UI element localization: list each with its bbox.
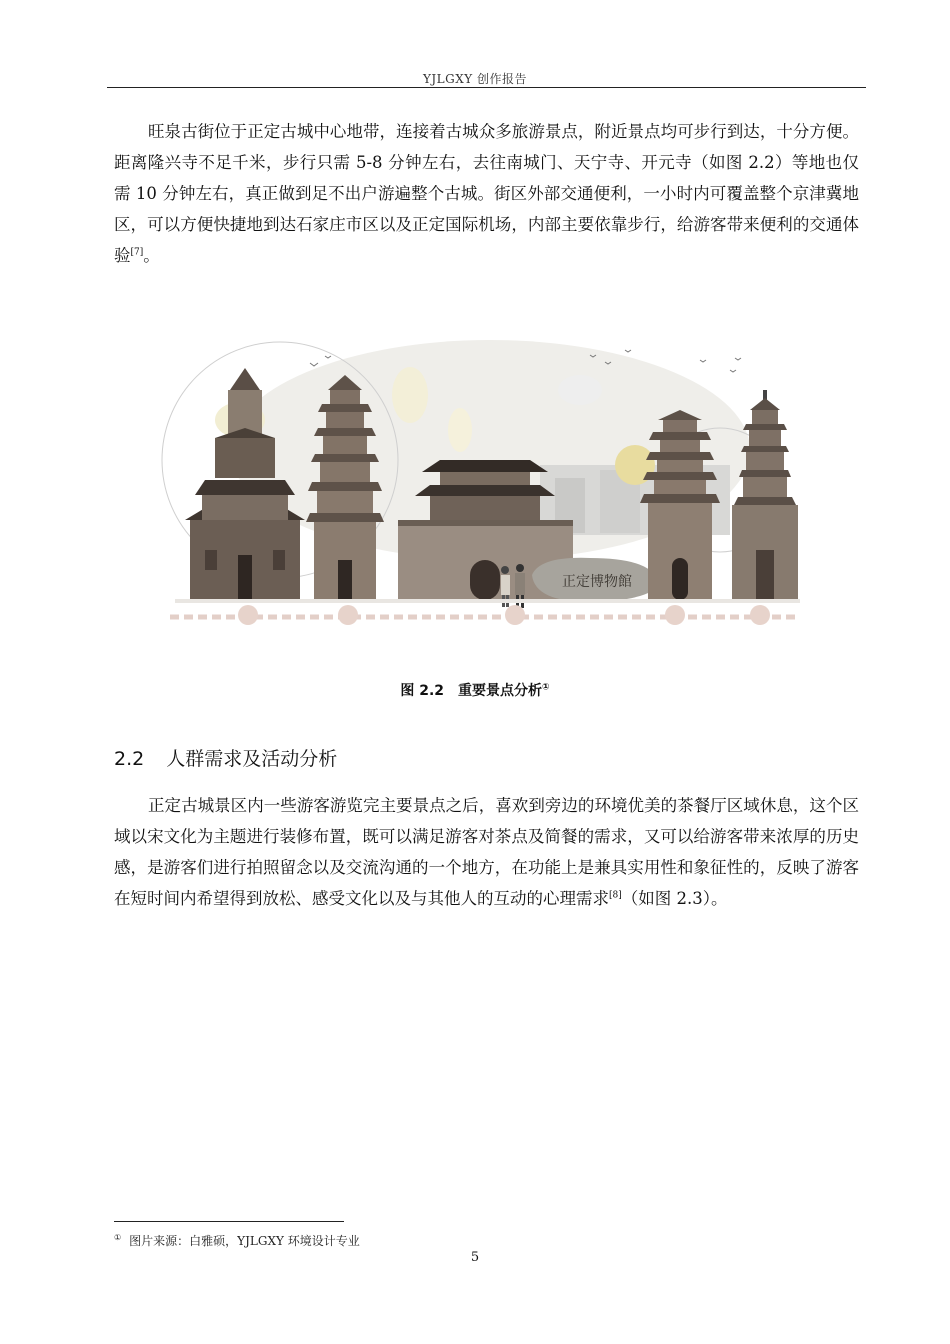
paragraph-crowd-needs — [114, 790, 859, 914]
paragraph-end: 。 — [143, 246, 160, 265]
caption-number: 图 2.2 — [400, 683, 445, 699]
caption-title: 重要景点分析 — [458, 683, 543, 699]
attractions-illustration — [160, 320, 810, 630]
paragraph-end: （如图 2.3）。 — [621, 889, 728, 908]
page-number: 5 — [470, 1250, 480, 1265]
pagoda-slim — [732, 390, 798, 600]
caption-footnote-mark: ① — [542, 682, 550, 693]
footnote-text: 图片来源：白雅硕，YJLGXY 环境设计专业 — [129, 1234, 360, 1248]
page-header: YJLGXY 创作报告 — [422, 72, 528, 86]
ground-line — [175, 599, 800, 603]
pagoda-right — [640, 410, 720, 600]
paragraph-text: 旺泉古街位于正定古城中心地带，连接着古城众多旅游景点，附近景点均可步行到达，十分方便。距离隆兴寺不足千米，步行只需 5-8 分钟左右，去往南城门、天宁寺、开元寺（如图 2.2）等地也仅需 10 分钟左右，真正做到足不出户游遍整个古城。街区外部交通便利，一小时内可覆盖整个京津冀地区，可以方便快捷地到达石家庄市区以及正定国际机场，内部主要依靠步行，给游客带来便利的交通体验 — [114, 122, 859, 265]
attractions-figure — [160, 320, 810, 630]
section-title: 人群需求及活动分析 — [166, 748, 338, 770]
museum-sign: 正定博物館 — [562, 574, 632, 590]
section-heading — [114, 744, 337, 771]
section-number: 2.2 — [114, 748, 145, 770]
footnote — [114, 1232, 360, 1249]
paragraph-transport — [114, 116, 859, 271]
footnote-mark: ① — [114, 1233, 122, 1242]
citation-ref: [7] — [130, 247, 144, 258]
header-rule — [107, 87, 866, 88]
museum-stone — [532, 558, 658, 602]
paragraph-text: 正定古城景区内一些游客游览完主要景点之后，喜欢到旁边的环境优美的茶餐厅区域休息，这个区域以宋文化为主题进行装修布置，既可以满足游客对茶点及简餐的需求，又可以给游客带来浓厚的历史感，是游客们进行拍照留念以及交流沟通的一个地方，在功能上是兼具实用性和象征性的，反映了游客在短时间内希望得到放松、感受文化以及与其他人的互动的心理需求 — [114, 796, 859, 908]
citation-ref: [8] — [609, 890, 622, 901]
figure-caption — [0, 680, 950, 700]
footnote-rule — [114, 1221, 344, 1222]
